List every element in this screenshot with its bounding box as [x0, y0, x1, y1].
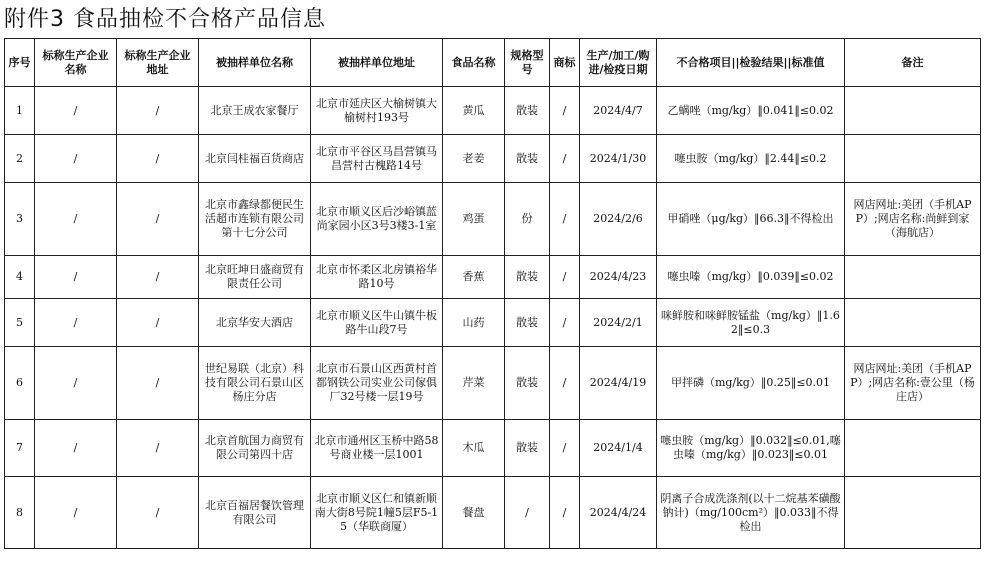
cell-date: 2024/4/19	[580, 347, 657, 420]
table-row	[5, 87, 981, 135]
cell-brand: /	[550, 299, 580, 347]
cell-date: 2024/4/7	[580, 87, 657, 135]
cell-sampled-addr: 北京市顺义区牛山镇牛板路牛山段7号	[311, 299, 443, 347]
cell-note: 网店网址:美团（手机APP）;网店名称:壹公里（杨庄店）	[845, 347, 981, 420]
cell-spec: 散装	[505, 87, 550, 135]
table-row	[5, 420, 981, 477]
cell-note	[845, 420, 981, 477]
cell-sampled-name: 北京旺坤日盛商贸有限责任公司	[199, 256, 311, 299]
cell-sampled-addr: 北京市平谷区马昌营镇马昌营村古槐路14号	[311, 135, 443, 183]
cell-producer-addr: /	[117, 135, 199, 183]
cell-note	[845, 477, 981, 549]
cell-food: 香蕉	[443, 256, 505, 299]
cell-brand: /	[550, 347, 580, 420]
cell-sampled-addr: 北京市延庆区大榆树镇大榆树村193号	[311, 87, 443, 135]
cell-seq: 1	[5, 87, 35, 135]
cell-seq: 2	[5, 135, 35, 183]
header-date: 生产/加工/购进/检疫日期	[580, 39, 657, 87]
cell-food: 老姜	[443, 135, 505, 183]
cell-date: 2024/2/6	[580, 183, 657, 256]
cell-date: 2024/2/1	[580, 299, 657, 347]
cell-spec: /	[505, 477, 550, 549]
cell-producer-name: /	[35, 420, 117, 477]
cell-date: 2024/1/30	[580, 135, 657, 183]
cell-food: 黄瓜	[443, 87, 505, 135]
cell-spec: 散装	[505, 299, 550, 347]
cell-producer-name: /	[35, 256, 117, 299]
cell-seq: 3	[5, 183, 35, 256]
header-sampled-addr: 被抽样单位地址	[311, 39, 443, 87]
cell-producer-name: /	[35, 299, 117, 347]
cell-producer-name: /	[35, 87, 117, 135]
cell-note	[845, 135, 981, 183]
header-note: 备注	[845, 39, 981, 87]
table-row	[5, 183, 981, 256]
table-row	[5, 347, 981, 420]
cell-brand: /	[550, 87, 580, 135]
header-spec: 规格型号	[505, 39, 550, 87]
cell-sampled-name: 世纪易联（北京）科技有限公司石景山区杨庄分店	[199, 347, 311, 420]
cell-sampled-name: 北京闫桂福百货商店	[199, 135, 311, 183]
cell-failed-items: 甲硝唑（μg/kg）‖66.3‖不得检出	[657, 183, 845, 256]
cell-date: 2024/4/24	[580, 477, 657, 549]
cell-seq: 8	[5, 477, 35, 549]
cell-spec: 散装	[505, 420, 550, 477]
cell-food: 餐盘	[443, 477, 505, 549]
header-brand: 商标	[550, 39, 580, 87]
cell-sampled-addr: 北京市顺义区后沙峪镇蓝尚家园小区3号3楼3-1室	[311, 183, 443, 256]
cell-producer-addr: /	[117, 256, 199, 299]
cell-producer-addr: /	[117, 347, 199, 420]
cell-brand: /	[550, 256, 580, 299]
cell-producer-addr: /	[117, 87, 199, 135]
table-row	[5, 299, 981, 347]
table-row	[5, 477, 981, 549]
cell-food: 山药	[443, 299, 505, 347]
cell-producer-addr: /	[117, 183, 199, 256]
cell-sampled-addr: 北京市顺义区仁和镇新顺南大街8号院1幢5层F5-15（华联商厦）	[311, 477, 443, 549]
cell-spec: 散装	[505, 256, 550, 299]
cell-brand: /	[550, 477, 580, 549]
cell-note	[845, 87, 981, 135]
cell-failed-items: 阴离子合成洗涤剂(以十二烷基苯磺酸钠计)（mg/100cm²）‖0.033‖不得检出	[657, 477, 845, 549]
table-header-row	[5, 39, 981, 87]
cell-failed-items: 噻虫胺（mg/kg）‖2.44‖≤0.2	[657, 135, 845, 183]
cell-food: 木瓜	[443, 420, 505, 477]
cell-failed-items: 甲拌磷（mg/kg）‖0.25‖≤0.01	[657, 347, 845, 420]
cell-note	[845, 299, 981, 347]
cell-food: 芹菜	[443, 347, 505, 420]
cell-seq: 5	[5, 299, 35, 347]
cell-sampled-name: 北京华安大酒店	[199, 299, 311, 347]
cell-seq: 4	[5, 256, 35, 299]
cell-failed-items: 噻虫嗪（mg/kg）‖0.039‖≤0.02	[657, 256, 845, 299]
cell-seq: 6	[5, 347, 35, 420]
header-sampled-name: 被抽样单位名称	[199, 39, 311, 87]
cell-producer-name: /	[35, 135, 117, 183]
cell-producer-addr: /	[117, 477, 199, 549]
header-producer-name: 标称生产企业名称	[35, 39, 117, 87]
cell-failed-items: 咪鲜胺和咪鲜胺锰盐（mg/kg）‖1.62‖≤0.3	[657, 299, 845, 347]
cell-producer-addr: /	[117, 420, 199, 477]
cell-date: 2024/1/4	[580, 420, 657, 477]
cell-sampled-addr: 北京市通州区玉桥中路58号商业楼一层1001	[311, 420, 443, 477]
cell-producer-name: /	[35, 477, 117, 549]
cell-food: 鸡蛋	[443, 183, 505, 256]
cell-failed-items: 噻虫胺（mg/kg）‖0.032‖≤0.01,噻虫嗪（mg/kg）‖0.023‖≤0.01	[657, 420, 845, 477]
cell-spec: 份	[505, 183, 550, 256]
cell-producer-name: /	[35, 183, 117, 256]
cell-sampled-addr: 北京市石景山区西黄村首都钢铁公司实业公司傢俱厂32号楼一层19号	[311, 347, 443, 420]
cell-note: 网店网址:美团（手机APP）;网店名称:尚鲜到家（海航店）	[845, 183, 981, 256]
cell-note	[845, 256, 981, 299]
cell-producer-name: /	[35, 347, 117, 420]
cell-sampled-name: 北京百福居餐饮管理有限公司	[199, 477, 311, 549]
cell-spec: 散装	[505, 135, 550, 183]
cell-sampled-name: 北京首航国力商贸有限公司第四十店	[199, 420, 311, 477]
cell-sampled-name: 北京王成农家餐厅	[199, 87, 311, 135]
table-row	[5, 135, 981, 183]
header-failed-items: 不合格项目||检验结果||标准值	[657, 39, 845, 87]
cell-brand: /	[550, 135, 580, 183]
cell-date: 2024/4/23	[580, 256, 657, 299]
table-row	[5, 256, 981, 299]
cell-sampled-name: 北京市鑫绿都便民生活超市连锁有限公司第十七分公司	[199, 183, 311, 256]
cell-brand: /	[550, 183, 580, 256]
unqualified-products-table	[4, 38, 981, 549]
header-producer-addr: 标称生产企业地址	[117, 39, 199, 87]
header-food: 食品名称	[443, 39, 505, 87]
cell-producer-addr: /	[117, 299, 199, 347]
cell-failed-items: 乙螨唑（mg/kg）‖0.041‖≤0.02	[657, 87, 845, 135]
cell-spec: 散装	[505, 347, 550, 420]
cell-sampled-addr: 北京市怀柔区北房镇裕华路10号	[311, 256, 443, 299]
cell-brand: /	[550, 420, 580, 477]
header-seq: 序号	[5, 39, 35, 87]
cell-seq: 7	[5, 420, 35, 477]
document-title: 附件3 食品抽检不合格产品信息	[4, 7, 326, 32]
